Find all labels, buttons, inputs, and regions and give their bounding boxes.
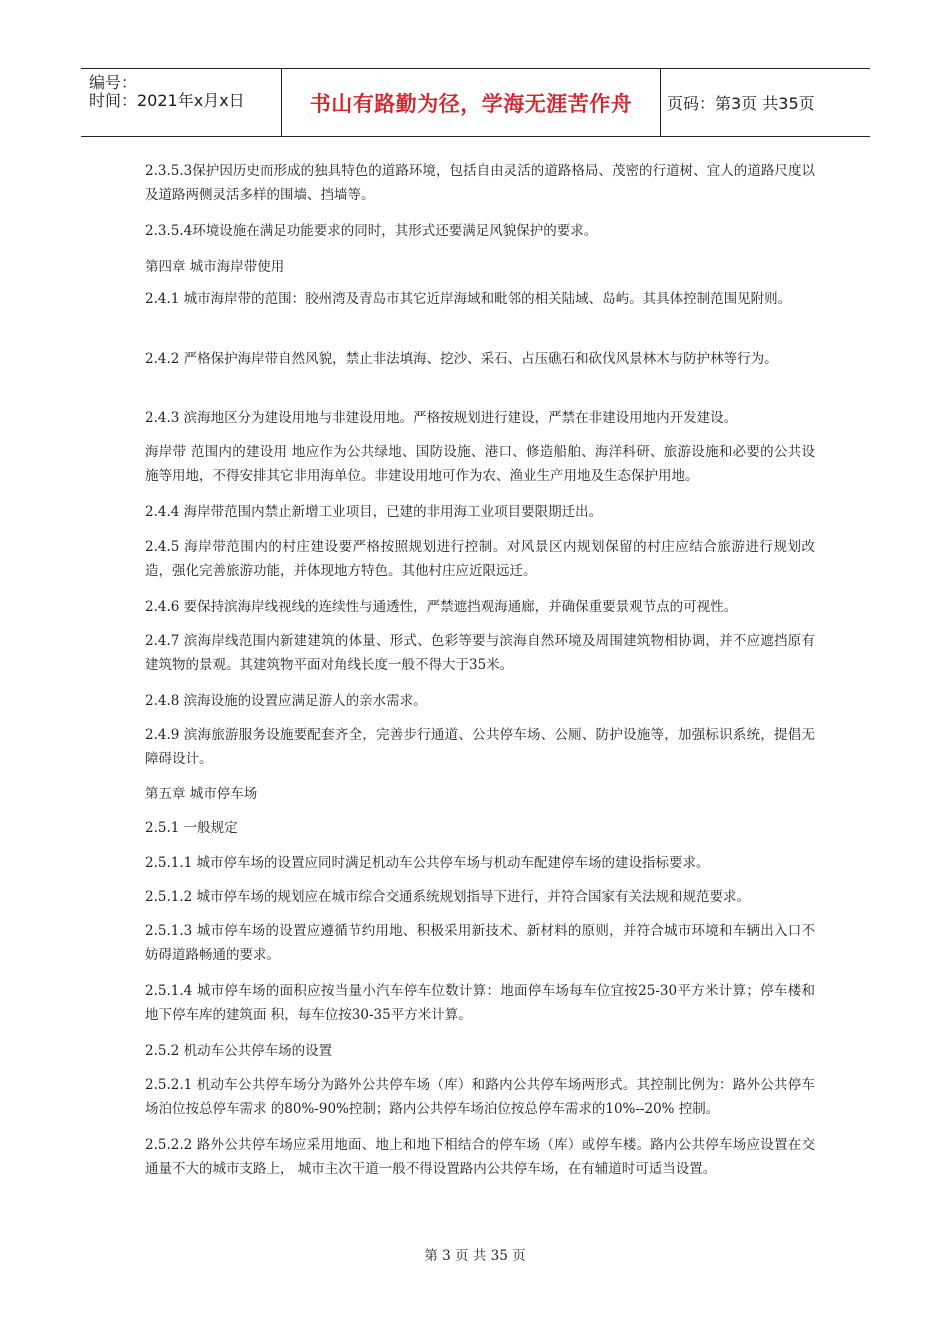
page-info: 页码：第3页 共35页 <box>667 94 815 113</box>
paragraph: 2.5.2.2 路外公共停车场应采用地面、地上和地下相结合的停车场（库）或停车楼。路内公共停车场应设置在交通量不大的城市支路上， 城市主次干道一般不得设置路内公共停车场，在有辅道时可适当设置。 <box>145 1137 815 1177</box>
header-left-cell <box>81 69 282 136</box>
page-footer: 第 3 页 共 35 页 <box>424 1248 526 1264</box>
paragraph: 2.4.6 要保持滨海岸线视线的连续性与通透性，严禁遮挡观海通廊，并确保重要景观节点的可视性。 <box>145 599 738 615</box>
paragraph: 2.5.2.1 机动车公共停车场分为路外公共停车场（库）和路内公共停车场两形式。其控制比例为：路外公共停车场泊位按总停车需求 的80%-90%控制；路内公共停车场泊位按总停车需求的10%--20% 控制。 <box>145 1077 815 1117</box>
chapter-heading: 第五章 城市停车场 <box>145 786 258 802</box>
paragraph: 2.3.5.3保护因历史而形成的独具特色的道路环境，包括自由灵活的道路格局、茂密的行道树、宜人的道路尺度以及道路两侧灵活多样的围墙、挡墙等。 <box>145 163 815 203</box>
paragraph: 2.4.3 滨海地区分为建设用地与非建设用地。严格按规划进行建设，严禁在非建设用地内开发建设。 <box>145 410 738 426</box>
paragraph: 2.4.1 城市海岸带的范围：胶州湾及青岛市其它近岸海域和毗邻的相关陆域、岛屿。其具体控制范围见附则。 <box>145 291 792 307</box>
paragraph: 2.4.5 海岸带范围内的村庄建设要严格按照规划进行控制。对风景区内规划保留的村庄应结合旅游进行规划改造，强化完善旅游功能，并体现地方特色。其他村庄应近限远迁。 <box>145 539 815 579</box>
number-label: 编号： <box>89 73 138 92</box>
paragraph: 2.4.8 滨海设施的设置应满足游人的亲水需求。 <box>145 693 427 709</box>
header-motto-cell <box>282 69 661 136</box>
paragraph: 2.4.9 滨海旅游服务设施要配套齐全，完善步行通道、公共停车场、公厕、防护设施等，加强标识系统，提倡无障碍设计。 <box>145 727 815 767</box>
paragraph: 海岸带 范围内的建设用 地应作为公共绿地、国防设施、港口、修造船舶、海洋科研、旅游设施和必要的公共设施等用地，不得安排其它非用海单位。非建设用地可作为农、渔业生产用地及生态保护用地。 <box>145 444 815 484</box>
paragraph: 2.5.1.1 城市停车场的设置应同时满足机动车公共停车场与机动车配建停车场的建设指标要求。 <box>145 855 710 871</box>
paragraph: 2.5.1.4 城市停车场的面积应按当量小汽车停车位数计算：地面停车场每车位宜按25-30平方米计算；停车楼和地下停车库的建筑面 积，每车位按30-35平方米计算。 <box>145 983 815 1023</box>
paragraph: 2.5.1.3 城市停车场的设置应遵循节约用地、积极采用新技术、新材料的原则，并符合城市环境和车辆出入口不妨碍道路畅通的要求。 <box>145 923 815 963</box>
paragraph: 2.4.4 海岸带范围内禁止新增工业项目，已建的非用海工业项目要限期迁出。 <box>145 504 603 520</box>
date-label: 时间：2021年x月x日 <box>89 91 245 110</box>
section-heading: 2.5.2 机动车公共停车场的设置 <box>145 1043 333 1059</box>
section-heading: 2.5.1 一般规定 <box>145 820 238 836</box>
paragraph: 2.5.1.2 城市停车场的规划应在城市综合交通系统规划指导下进行，并符合国家有关法规和规范要求。 <box>145 889 751 905</box>
paragraph: 2.4.2 严格保护海岸带自然风貌，禁止非法填海、挖沙、采石、占压礁石和砍伐风景林木与防护林等行为。 <box>145 351 778 367</box>
paragraph: 2.4.7 滨海岸线范围内新建建筑的体量、形式、色彩等要与滨海自然环境及周围建筑物相协调，并不应遮挡原有建筑物的景观。其建筑物平面对角线长度一般不得大于35米。 <box>145 633 815 673</box>
header-right-cell <box>661 69 870 136</box>
chapter-heading: 第四章 城市海岸带使用 <box>145 259 285 275</box>
paragraph: 2.3.5.4环境设施在满足功能要求的同时，其形式还要满足风貌保护的要求。 <box>145 223 598 239</box>
page-header <box>81 68 870 137</box>
motto: 书山有路勤为径，学海无涯苦作舟 <box>309 91 633 116</box>
